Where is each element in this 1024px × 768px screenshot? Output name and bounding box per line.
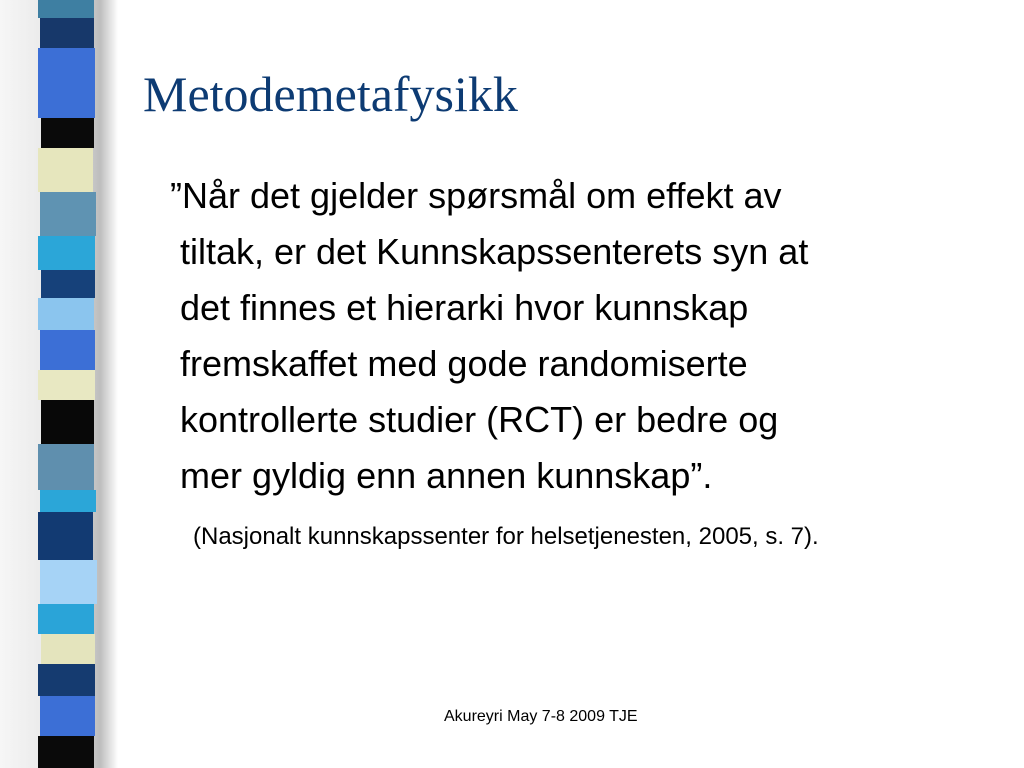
quote-line: kontrollerte studier (RCT) er bedre og — [180, 399, 779, 440]
stripe-segment — [40, 18, 94, 48]
stripe-segment — [41, 118, 94, 148]
stripe-segment — [40, 490, 96, 512]
stripe-segment — [40, 330, 95, 370]
stripe-segment — [40, 560, 97, 604]
stripe-segment — [38, 0, 94, 18]
quote-line: ”Når det gjelder spørsmål om effekt av — [170, 175, 782, 216]
stripe-segment — [41, 400, 94, 444]
quote-line: tiltak, er det Kunnskapssenterets syn at — [180, 231, 809, 272]
slide-footer: Akureyri May 7-8 2009 TJE — [444, 708, 638, 725]
stripe-segment — [38, 444, 94, 490]
quote-text — [170, 168, 1000, 504]
citation-text: (Nasjonalt kunnskapssenter for helsetjenesten, 2005, s. 7). — [193, 523, 819, 550]
quote-line: det finnes et hierarki hvor kunnskap — [180, 287, 749, 328]
stripe-segment — [38, 148, 93, 192]
stripe-segment — [38, 236, 95, 270]
stripe-segment — [38, 736, 94, 768]
stripe-segment — [38, 664, 95, 696]
slide-title: Metodemetafysikk — [143, 66, 518, 122]
quote-line: mer gyldig enn annen kunnskap”. — [180, 455, 713, 496]
stripe-segment — [41, 634, 95, 664]
stripe-segment — [38, 512, 93, 560]
stripe-segment — [38, 298, 94, 330]
stripe-segment — [38, 370, 95, 400]
stripe-segment — [40, 192, 96, 236]
stripe-segment — [41, 270, 95, 298]
decorative-stripe-bar — [38, 0, 98, 768]
stripe-segment — [38, 48, 95, 118]
stripe-segment — [38, 604, 94, 634]
quote-line: fremskaffet med gode randomiserte — [180, 343, 748, 384]
stripe-segment — [40, 696, 95, 736]
